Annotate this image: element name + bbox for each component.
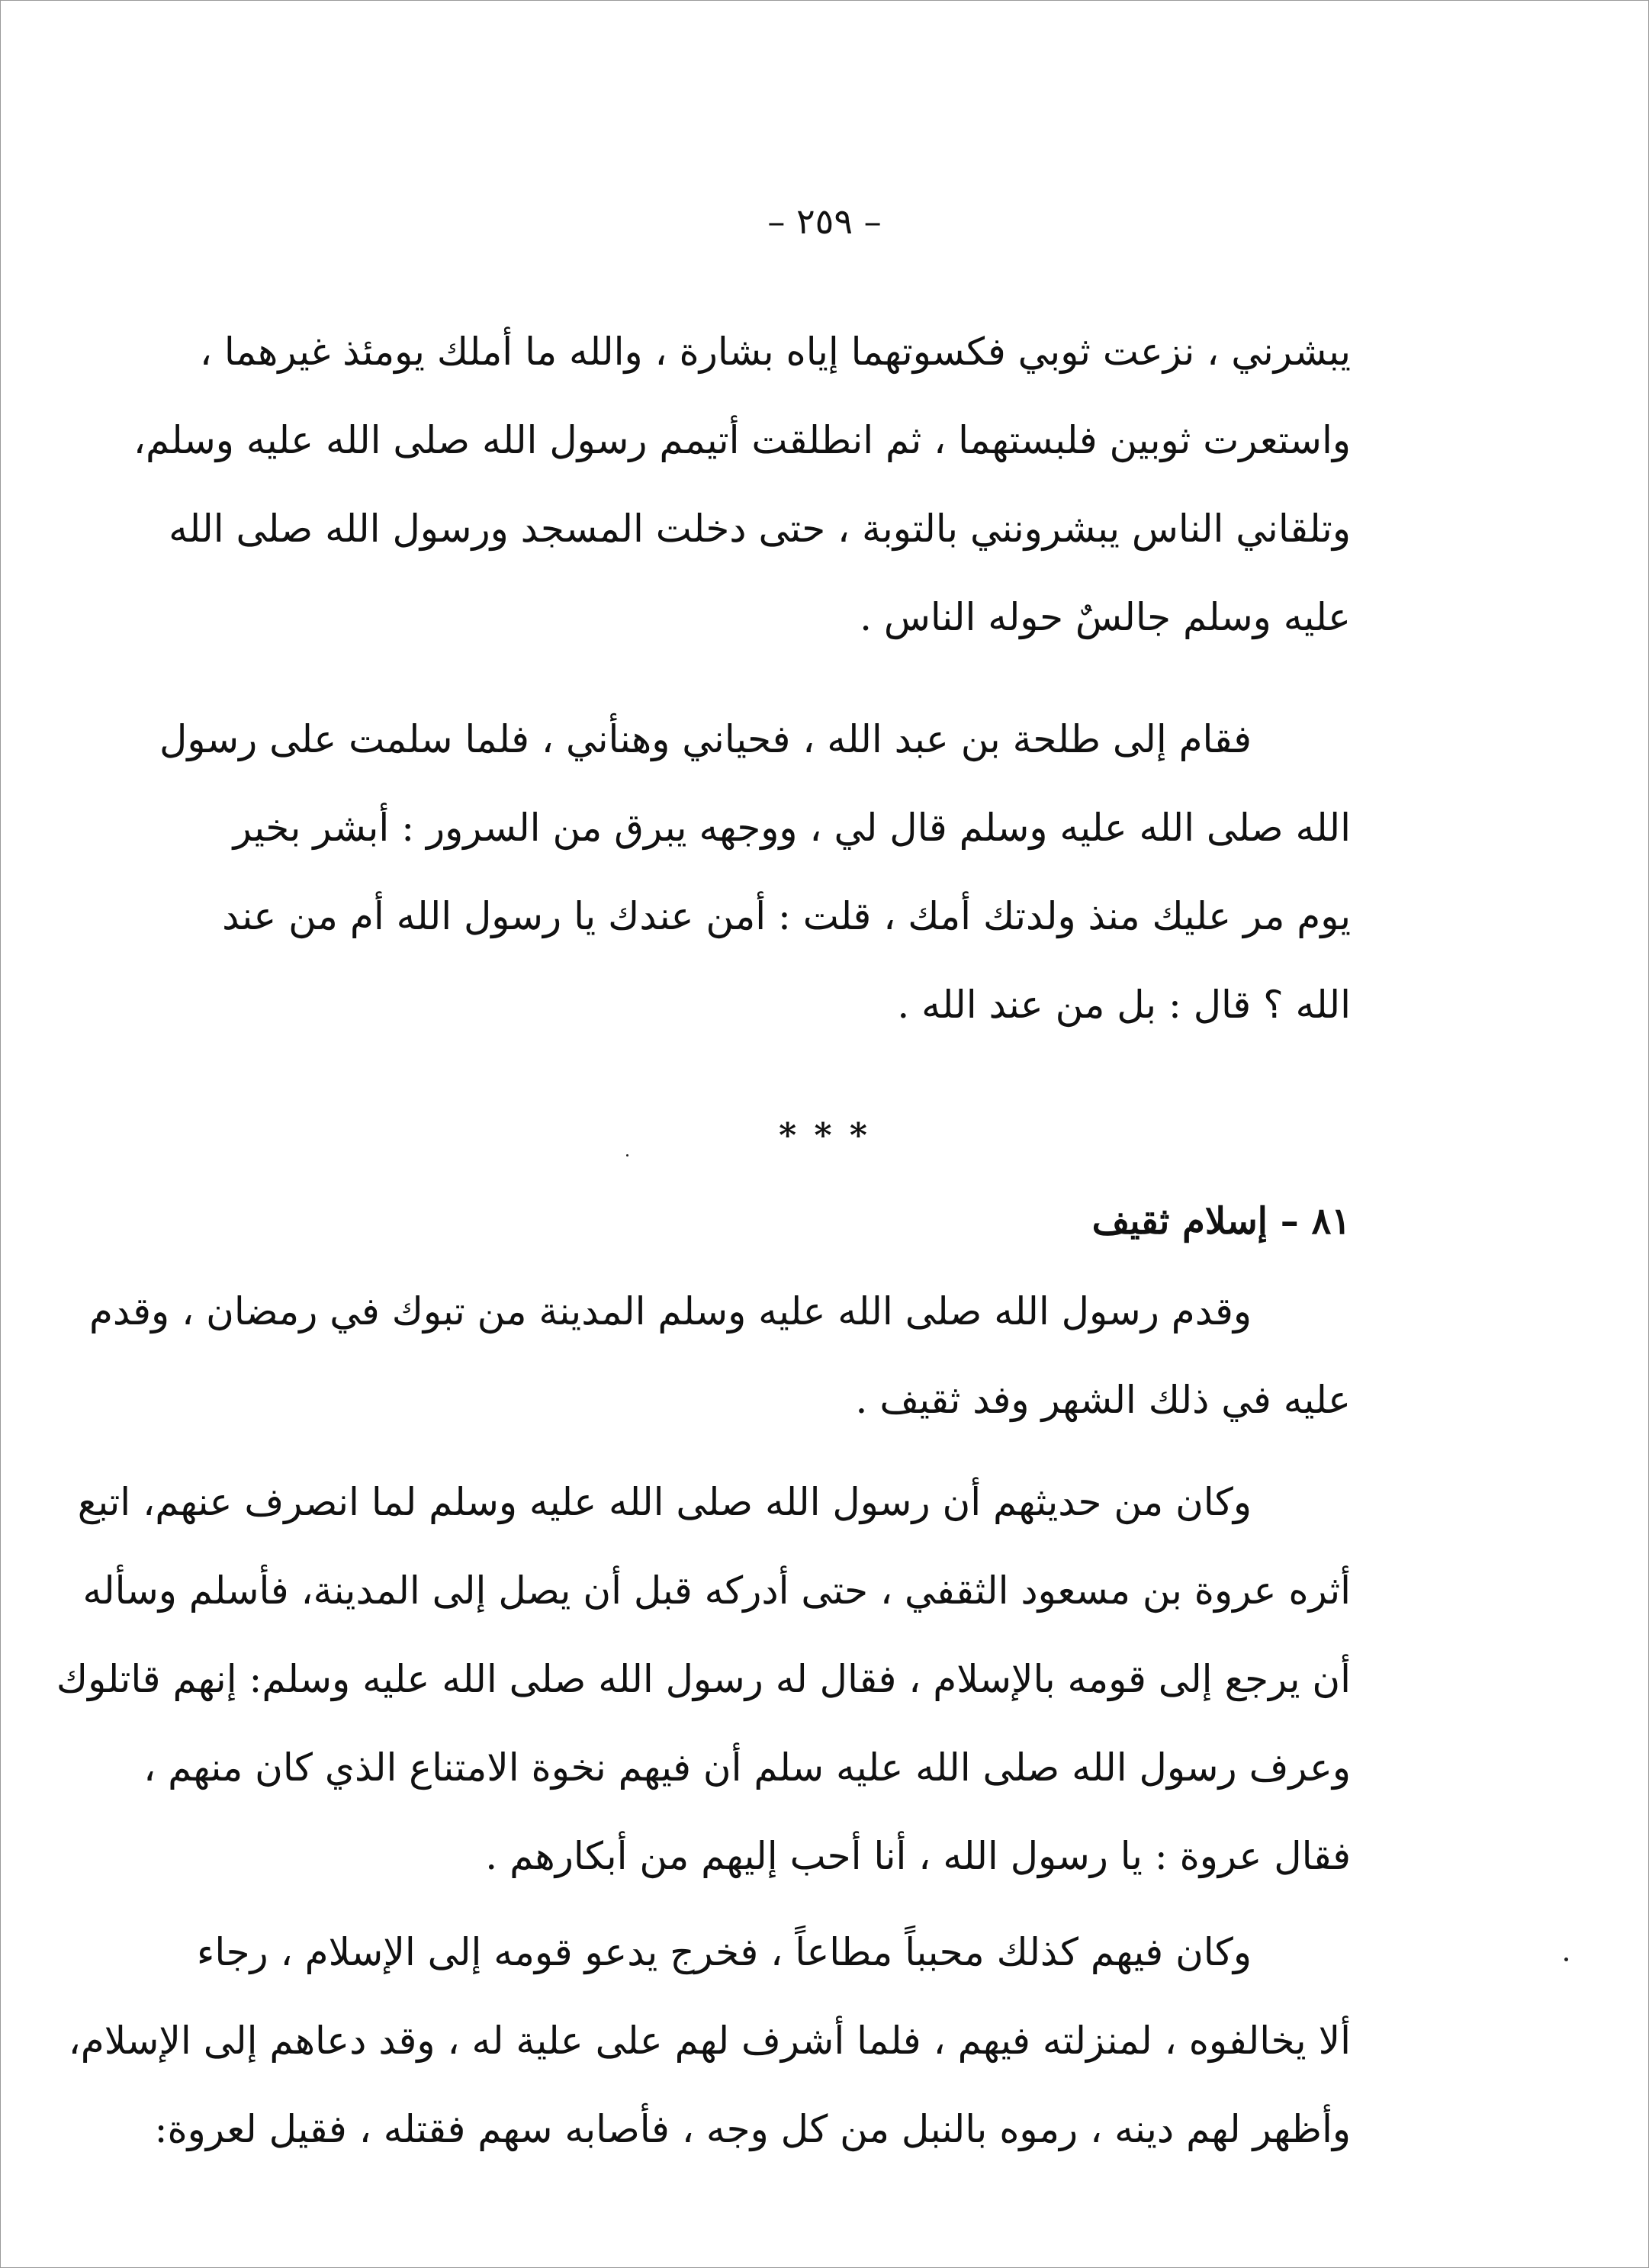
text-line: وعرف رسول الله صلى الله عليه سلم أن فيهم نخوة الامتناع الذي كان منهم ،	[143, 1745, 1351, 1790]
section-paragraph-2	[56, 1458, 1351, 1900]
text-line: عليه في ذلك الشهر وفد ثقيف .	[855, 1378, 1351, 1422]
text-line: الله ؟ قال : بل من عند الله .	[897, 983, 1351, 1027]
text-line: فقام إلى طلحة بن عبد الله ، فحياني وهنأني ، فلما سلمت على رسول	[159, 717, 1252, 761]
text-line: وكان من حديثهم أن رسول الله صلى الله عليه وسلم لما انصرف عنهم، اتبع	[77, 1480, 1252, 1524]
text-line: أن يرجع إلى قومه بالإسلام ، فقال له رسول الله صلى الله عليه وسلم: إنهم قاتلوك	[56, 1657, 1351, 1701]
text-line: واستعرت ثوبين فلبستهما ، ثم انطلقت أتيمم رسول الله صلى الله عليه وسلم،	[133, 418, 1351, 462]
paragraph-2	[159, 695, 1351, 1049]
text-line: وقدم رسول الله صلى الله عليه وسلم المدينة من تبوك في رمضان ، وقدم	[88, 1289, 1252, 1333]
text-line: يبشرني ، نزعت ثوبي فكسوتهما إياه بشارة ، والله ما أملك يومئذ غيرهما ،	[199, 330, 1351, 374]
page-number: – ٢٥٩ –	[767, 201, 882, 242]
text-line: وكان فيهم كذلك محبباً مطاعاً ، فخرج يدعو قومه إلى الإسلام ، رجاء	[196, 1930, 1252, 1974]
text-line: فقال عروة : يا رسول الله ، أنا أحب إليهم من أبكارهم .	[485, 1834, 1351, 1878]
text-line: عليه وسلم جالسٌ حوله الناس .	[860, 595, 1351, 639]
text-line: ألا يخالفوه ، لمنزلته فيهم ، فلما أشرف لهم على علية له ، وقد دعاهم إلى الإسلام،	[68, 2019, 1351, 2063]
text-line: أثره عروة بن مسعود الثقفي ، حتى أدركه قبل أن يصل إلى المدينة، فأسلم وسأله	[82, 1568, 1351, 1613]
section-separator: * * *	[779, 1116, 870, 1155]
section-heading: ٨١ – إسلام ثقيف	[1091, 1200, 1351, 1243]
section-paragraph-1	[88, 1267, 1351, 1444]
scan-speck	[1564, 1958, 1568, 1961]
section-paragraph-3	[68, 1908, 1351, 2173]
scan-speck	[626, 1154, 628, 1157]
text-line: يوم مر عليك منذ ولدتك أمك ، قلت : أمن عندك يا رسول الله أم من عند	[222, 894, 1351, 938]
text-line: الله صلى الله عليه وسلم قال لي ، ووجهه يبرق من السرور : أبشر بخير	[233, 806, 1351, 850]
paragraph-1	[133, 307, 1351, 661]
text-line: وأظهر لهم دينه ، رموه بالنبل من كل وجه ، فأصابه سهم فقتله ، فقيل لعروة:	[154, 2107, 1351, 2151]
text-line: وتلقاني الناس يبشرونني بالتوبة ، حتى دخلت المسجد ورسول الله صلى الله	[169, 507, 1351, 551]
